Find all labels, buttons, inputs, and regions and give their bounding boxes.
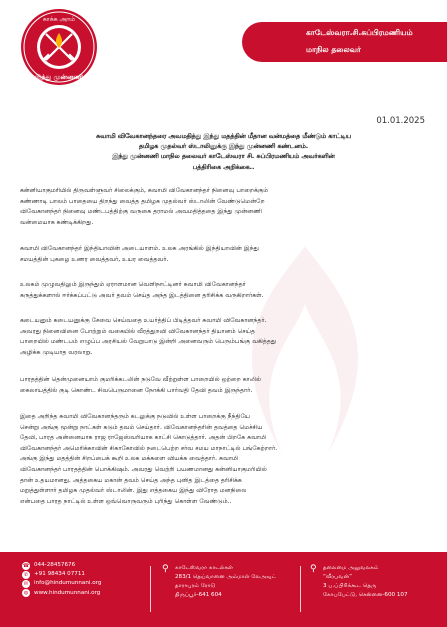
paragraph-line: கருத்துக்களால் ஈர்க்கப்பட்டு அவர் தவம் செய்த அந்த இடத்தினை தரிசிக்க வருகிறார்கள்.	[20, 291, 264, 299]
paragraph-line: சமயத்தின் புகழை உணர வைத்தவர், உயர வைத்தவர்.	[20, 255, 169, 263]
paragraph-line: உலகம் முழுவதிலும் இருந்தும் ஏராளமான வெளிநாட்டினர் சுவாமி விவேகானந்தர்	[20, 281, 246, 288]
footer-phone2: ✆ +91 98434 07711	[23, 571, 85, 578]
paragraph-line: சுவாமி விவேகானந்தர் இந்தியாவின் அடையாளம். உலக அரங்கில் இந்தியாவின் இந்து	[20, 245, 259, 252]
svg-text:காக்க அறம்: காக்க அறம்	[42, 16, 76, 23]
paragraph-line: அங்கு இந்து மதத்தின் சிறப்பைக் கூறி உலக மக்களை வியக்க வைத்தார். சுவாமி	[20, 455, 239, 463]
paragraph-line: பாரதத்தின் தென்முனையாம் குமரிக்கடலின் நடுவே வீற்றுள்ள பாறையில் ஒற்றை காலில்	[20, 376, 262, 383]
leader-banner	[242, 22, 447, 62]
title-line: பத்திரிகை அறிக்கை..	[192, 163, 255, 171]
letterhead-footer	[0, 552, 447, 627]
hq-line: “வீரபவன்”	[323, 574, 352, 580]
hq-line: தலைமை அலுவலகம்	[323, 565, 379, 571]
title-line: சுவாமி விவேகானந்தரை அவமதித்து இந்து மதத்தின் மீதான வன்மத்தை மீண்டும் காட்டிய	[95, 133, 352, 140]
footer-divider	[300, 566, 301, 612]
office-line: திருப்பூர்-641 604	[175, 592, 222, 598]
paragraph-line: வன்மையாக கண்டிக்கிறது.	[20, 218, 94, 226]
footer-website[interactable]: ◍ www.hindumunnani.org	[23, 589, 101, 597]
footer-headquarters	[310, 564, 408, 600]
office-line: தாராபுரம் ரோடு	[175, 583, 216, 589]
hindu-munnani-emblem	[20, 8, 98, 86]
letter-title	[20, 132, 427, 173]
paragraph	[20, 412, 427, 507]
paragraph	[20, 316, 427, 358]
paragraph-line: கண்ணாடி பாலம் பாதையை திறந்து வைத்த தமிழக முதல்வர் ஸ்டாலின் வேண்டுமென்றே	[20, 197, 265, 205]
paragraph	[20, 186, 427, 228]
paragraph-line: கடையனும் கடையனுக்கு சேவை செய்வதை உயர்த்திப் பிடித்தவர் சுவாமி விவேகானந்தர்.	[20, 317, 267, 324]
footer-email[interactable]: ✉ info@hindumunnani.org	[23, 580, 102, 587]
paragraph	[20, 280, 427, 301]
paragraph-line: தான் உதயமானது. அத்தகைய மகான் தவம் செய்த அந்த புனித இடத்தை தரிசிக்க	[20, 476, 242, 484]
paragraph-line: கைலாயத்தில் குடி கொண்ட சிவபெருமானை நோக்கி பார்வதி தேவி தவம் இருந்தார்.	[20, 386, 253, 394]
paragraph-line: சென்று அங்கு மூன்று நாட்கள் கடும் தவம் செய்தார். விவேகானந்தரின் தவத்தை மெச்சிய	[20, 423, 263, 431]
office-line: காடேஸ்வரா காடல்கள்	[175, 565, 234, 571]
office-line: 283/1 தெய்வானை அம்மாள் லேஅவுட்	[175, 574, 277, 580]
paragraph-line: மறுத்துள்ளார் தமிழக முதல்வர் ஸ்டாலின். இது எத்தகைய இந்து விரோத மனநிலை	[20, 487, 247, 495]
paragraph-line: பாறையில் மண்டபம் எழுப்ப அரசியல் வேறுபாடு இன்றி அனைவரும் பெரும்பங்கு வகித்தது	[20, 338, 277, 346]
paragraph-line: விவேகானந்தர் நினைவு மண்டபத்திற்கு வருகை தராமல் அவமதித்ததை இந்து முன்னணி	[20, 208, 263, 216]
letterhead-header	[0, 0, 447, 96]
location-pin-icon: ⚲	[310, 564, 317, 574]
footer-phone1: ☎ 044-28457676	[22, 562, 76, 569]
location-pin-icon: ⚲	[162, 564, 169, 574]
paragraph-line: அழிக்க முடியாத வரலாறு.	[20, 348, 93, 356]
leader-name: காடேஸ்வரா.சி.சுப்பிரமணியம்	[306, 28, 413, 37]
email-icon: ✉	[23, 581, 29, 587]
footer-divider	[150, 566, 151, 612]
paragraph-line: இதை அறிந்த சுவாமி விவேகானந்தரும் கடலுக்கு நடுவில் உள்ள பாறைக்கு நீந்தியே	[20, 413, 250, 420]
paragraph-line: விவேகானந்தர் பாரதத்தின் பொக்கிஷம். அவரது வெற்றி பயணமானது கன்னியாகுமரியில்	[20, 465, 267, 473]
paragraph-line: கன்னியாகுமரியில் திருவள்ளுவர் சிலைக்கும், சுவாமி விவேகானந்தர் நினைவு பாறைக்கும்	[20, 187, 269, 194]
globe-icon: ◍	[23, 590, 29, 597]
phone-icon: ☎	[22, 562, 30, 569]
paragraph-line: என்பதை பாரத நாட்டில் உள்ள ஒவ்வொருவரும் புரிந்து கொள்ள வேண்டும்..	[20, 497, 232, 505]
hq-line: கோபபேட்டு, சென்னை-600 107	[323, 592, 408, 598]
title-line: இந்து முன்னணி மாநில தலைவர் காடேஸ்வரா சி. சுப்பிரமணியம் அவர்களின்	[112, 153, 335, 161]
leader-role: மாநில தலைவர்	[306, 45, 361, 54]
paragraph	[20, 244, 427, 265]
paragraph	[20, 375, 427, 396]
title-line: தமிழக முதல்வர் ஸ்டாலினுக்கு இந்து முன்னணி கண்டனம்.	[138, 143, 309, 151]
paragraph-line: அவரது நினைவினை போற்றும் வகையில் வீரத்துறவி விவேகானந்தர் தியானம் செய்த	[20, 327, 255, 335]
letter-date: 01.01.2025	[376, 116, 425, 126]
paragraph-line: தேவி, பாரத அன்னையாக ராஜ ராஜேஸ்வரியாக காட்சி கொடுத்தார். அதன் பிறகே சுவாமி	[20, 434, 267, 442]
hq-line: 3 ப.ப்பிரிக்கூட தெரு	[323, 583, 377, 589]
footer-contacts	[22, 561, 101, 598]
paragraph-line: விவேகானந்தர் அமெரிக்காவின் சிகாகோவில் நடைபெற்ற சர்வ சமய மாநாட்டில் பங்கேற்றார்.	[20, 444, 278, 452]
mobile-icon: ✆	[23, 571, 29, 578]
svg-text:இந்து முன்னணி: இந்து முன்னணி	[35, 73, 83, 81]
footer-office	[162, 564, 276, 600]
